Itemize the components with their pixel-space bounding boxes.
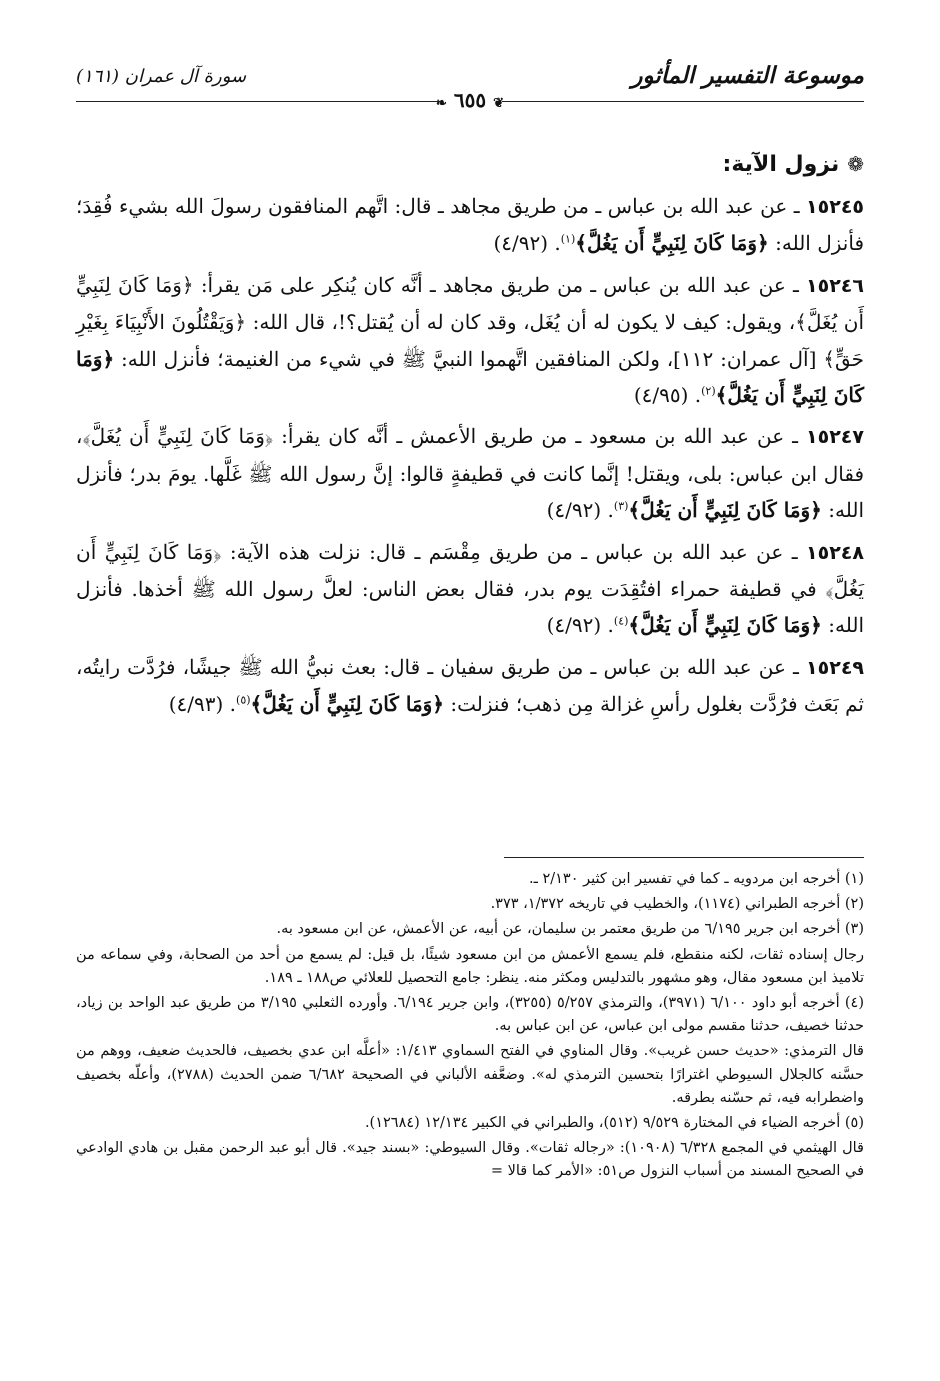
volume-reference: . (٤/٩٢) <box>546 613 614 638</box>
ornament-icon: ❦ <box>493 96 504 111</box>
footnote: (٥) أخرجه الضياء في المختارة ٩/٥٢٩ (٥١٢)، والطبراني في الكبير ١٢/١٣٤ (١٢٦٨٤). <box>364 1115 864 1132</box>
footnote-marker[interactable]: (٤) <box>613 614 629 628</box>
narration-text: ـ عن عبد الله بن مسعود ـ من طريق الأعمش ـ أنَّه كان يقرأ: ﴿وَمَا كَانَ لِنَبِيٍّ أَن يُغَلَّ﴾، فقال ابن عباس: بلى، ويقتل! إنَّما كانت في قطيفةٍ قالوا: إنَّ رسول الله ﷺ غَلَّها. يومَ بدر؛ فأنزل الله: <box>76 424 864 523</box>
verse-quote: ﴿وَمَا كَانَ لِنَبِيٍّ أَن يَغُلَّ﴾ <box>76 346 864 408</box>
footnote: (٢) أخرجه الطبراني (١١٧٤)، والخطيب في تاريخه ١/٣٧٢، ٣٧٣. <box>490 896 864 913</box>
narration-text: ـ عن عبد الله بن عباس ـ من طريق مِقْسَم ـ قال: نزلت هذه الآية: ﴿وَمَا كَانَ لِنَبِيٍّ أَن يَغُلَّ﴾ في قطيفة حمراء افتُقِدَت يوم بدر، فقال بعض الناس: لعلَّ رسول الله ﷺ أخذها. فأنزل الله: <box>76 539 864 638</box>
narration-paragraph <box>76 534 864 644</box>
footnote-marker[interactable]: (٢) <box>701 384 716 398</box>
footnote-marker[interactable]: (١) <box>560 232 576 246</box>
volume-reference: . (٤/٩٥) <box>633 383 702 408</box>
narration-paragraph <box>76 418 864 528</box>
footnote-continuation: قال الترمذي: «حديث حسن غريب». وقال المناوي في الفتح السماوي ١/٤١٣: «أعلَّه ابن عدي بخصيف، فالحديث ضعيف، ووهم من حسَّنه كالجلال السيوطي اغترارًا بتحسين الترمذي له». وضعَّفه الألباني في الصحيحة ٦/٦٨٢ ضمن الحديث (٢٧٨٨)، وأعلّه بخصيف واضطرابه فيه، ثم حسّنه بطرقه. <box>76 1043 864 1106</box>
page-number: ٦٥٥ <box>453 88 487 112</box>
verse-quote: ﴿وَمَا كَانَ لِنَبِيٍّ أَن يَغُلَّ﴾ <box>628 498 822 523</box>
narration-paragraph <box>76 267 864 414</box>
narration-number: ١٥٢٤٨ <box>806 541 864 564</box>
narration-text: ـ عن عبد الله بن عباس ـ من طريق مجاهد ـ أنَّه كان يُنكِر على مَن يقرأ: ﴿وَمَا كَانَ لِنَبِيٍّ أَن يُغَلَّ﴾، ويقول: كيف لا يكون له أن يُغَل، وقد كان له أن يُقتل؟!، قال الله: ﴿وَيَقْتُلُونَ الأَنْبِيَاءَ بِغَيْرِ حَقٍّ﴾ [آل عمران: ١١٢]، ولكن المنافقين اتَّهموا النبيَّ ﷺ في شيء من الغنيمة؛ فأنزل الله: <box>76 272 864 371</box>
main-text <box>76 148 864 728</box>
footnote: (١) أخرجه ابن مردويه ـ كما في تفسير ابن كثير ٢/١٣٠ ـ. <box>528 871 864 887</box>
footnote: (٤) أخرجه أبو داود ٦/١٠٠ (٣٩٧١)، والترمذي ٥/٢٥٧ (٣٢٥٥)، وابن جرير ٦/١٩٤. وأورده الثعلبي ٣/١٩٥ من طريق عبد الواحد بن زياد، حدثنا خصيف، حدثنا مقسم مولى ابن عباس، عن ابن عباس به. <box>76 995 864 1035</box>
header-rule-right <box>502 101 864 102</box>
page-header <box>76 62 864 112</box>
verse-quote: ﴿وَمَا كَانَ لِنَبِيٍّ أَن يَغُلَّ﴾ <box>575 231 769 256</box>
narration-text: ـ عن عبد الله بن عباس ـ من طريق مجاهد ـ قال: اتَّهم المنافقون رسولَ الله بشيء فُقِدَ؛ فأنزل الله: <box>76 194 864 256</box>
narration-text: ـ عن عبد الله بن عباس ـ من طريق سفيان ـ قال: بعث نبيُّ الله ﷺ جيشًا، فرُدَّت رايتُه، ثم بَعَث فرُدَّت بغلول رأسِ غزالة مِن ذهب؛ فنزلت: <box>76 654 864 717</box>
surah-label: سورة آل عمران (١٦١) <box>76 66 247 87</box>
header-rule <box>76 88 864 112</box>
page-number-block <box>436 88 504 112</box>
narration-number: ١٥٢٤٥ <box>806 196 865 218</box>
header-rule-left <box>76 101 438 102</box>
footnote-marker[interactable]: (٣) <box>613 499 629 513</box>
narration-number: ١٥٢٤٧ <box>806 426 864 449</box>
narration-number: ١٥٢٤٩ <box>806 656 865 679</box>
narration-paragraph <box>76 188 864 262</box>
flower-star-icon: ❁ <box>847 152 864 176</box>
footnotes <box>76 868 864 1186</box>
footnote-marker[interactable]: (٥) <box>236 693 251 707</box>
book-title: موسوعة التفسير المأثور <box>631 62 864 89</box>
section-heading <box>76 148 864 180</box>
verse-quote: ﴿وَمَا كَانَ لِنَبِيٍّ أَن يَغُلَّ﴾ <box>250 692 445 717</box>
verse-quote: ﴿وَمَا كَانَ لِنَبِيٍّ أَن يَغُلَّ﴾ <box>628 613 822 638</box>
ornament-icon: ❧ <box>436 96 447 111</box>
footnote: (٣) أخرجه ابن جرير ٦/١٩٥ من طريق معتمر بن سليمان، عن أبيه، عن الأعمش، عن ابن مسعود به. <box>276 921 864 938</box>
narration-paragraph <box>76 649 864 723</box>
footnote-separator <box>504 857 864 858</box>
volume-reference: . (٤/٩٢) <box>546 498 614 523</box>
volume-reference: . (٤/٩٣) <box>168 692 237 717</box>
footnote-continuation: رجال إسناده ثقات، لكنه منقطع، فلم يسمع الأعمش من ابن مسعود شيئًا، بل قيل: لم يسمع من أحد من الصحابة، وفي سماعه من تلاميذ ابن مسعود مقال، وهو مشهور بالتدليس ومكثر منه. ينظر: جامع التحصيل للعلائي ص١٨٨ ـ ١٨٩. <box>76 946 864 986</box>
narration-number: ١٥٢٤٦ <box>806 274 864 297</box>
section-title: نزول الآية: <box>722 152 840 177</box>
volume-reference: . (٤/٩٢) <box>493 231 561 256</box>
footnote-continuation: قال الهيثمي في المجمع ٦/٣٢٨ (١٠٩٠٨): «رجاله ثقات». وقال السيوطي: «بسند جيد». قال أبو عبد الرحمن مقبل بن هادي الوادعي في الصحيح المسند من أسباب النزول ص٥١: «الأمر كما قالا = <box>76 1140 864 1180</box>
